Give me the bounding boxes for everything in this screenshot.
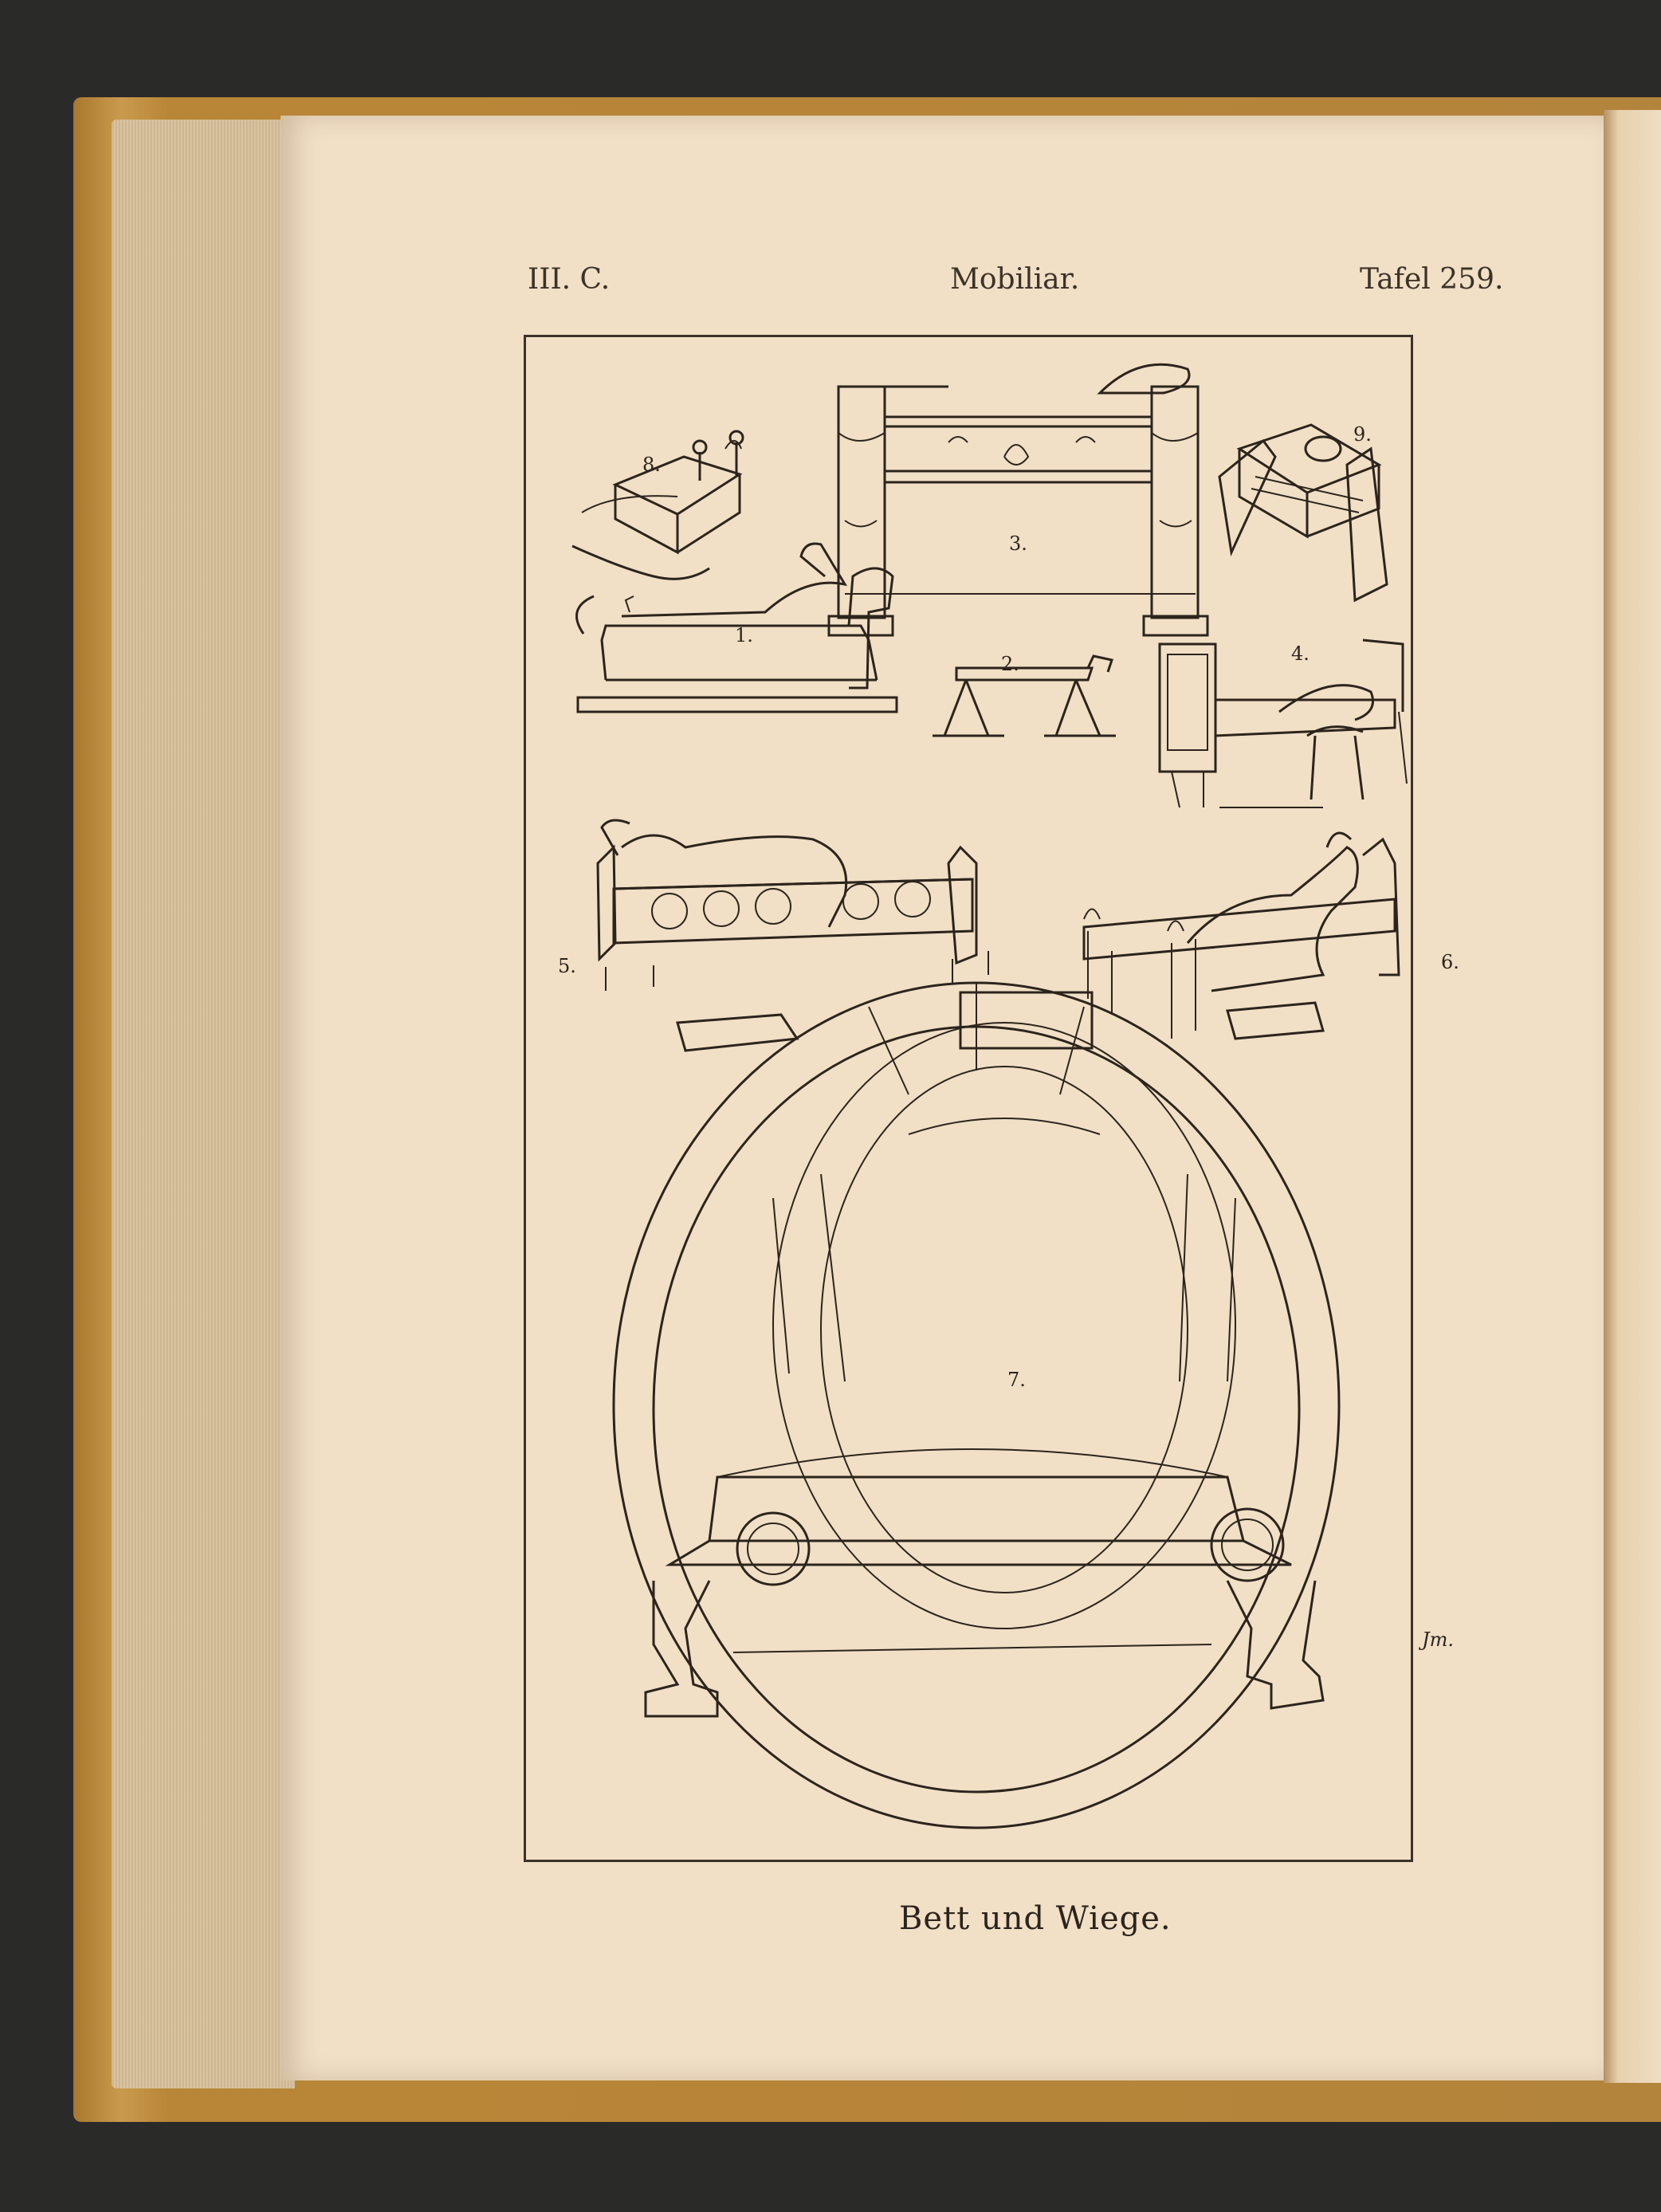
figure-4-bed: [1160, 640, 1407, 807]
figure-7-round-bed: [614, 983, 1339, 1828]
figure-label-3: 3.: [1009, 532, 1027, 555]
plate-caption: Bett und Wiege.: [899, 1900, 1172, 1937]
figure-5-ornate-bed: [598, 820, 988, 1051]
figure-label-4: 4.: [1291, 642, 1310, 665]
plate-drawings: [526, 337, 1416, 1864]
plate-number: Tafel 259.: [1360, 263, 1504, 296]
figure-6-turned-bed: [1084, 833, 1399, 1039]
figure-label-5: 5.: [558, 955, 576, 977]
figure-label-8: 8.: [642, 454, 661, 476]
figure-3-bed: [829, 364, 1207, 635]
facing-page-edge: [1604, 110, 1661, 2083]
engraver-signature: Jm.: [1422, 1629, 1455, 1651]
figure-label-1: 1.: [735, 624, 753, 646]
section-number: III. C.: [528, 263, 611, 296]
figure-2-folding-bed: [933, 656, 1116, 736]
figure-label-2: 2.: [1001, 653, 1019, 675]
illustration-plate: [524, 335, 1459, 1862]
page-block-edges: [112, 120, 295, 2088]
figure-label-9: 9.: [1353, 423, 1372, 446]
figure-label-6: 6.: [1441, 951, 1459, 973]
figure-9-cradle: [1219, 425, 1387, 600]
section-title: Mobiliar.: [950, 263, 1080, 296]
figure-label-7: 7.: [1007, 1369, 1026, 1391]
